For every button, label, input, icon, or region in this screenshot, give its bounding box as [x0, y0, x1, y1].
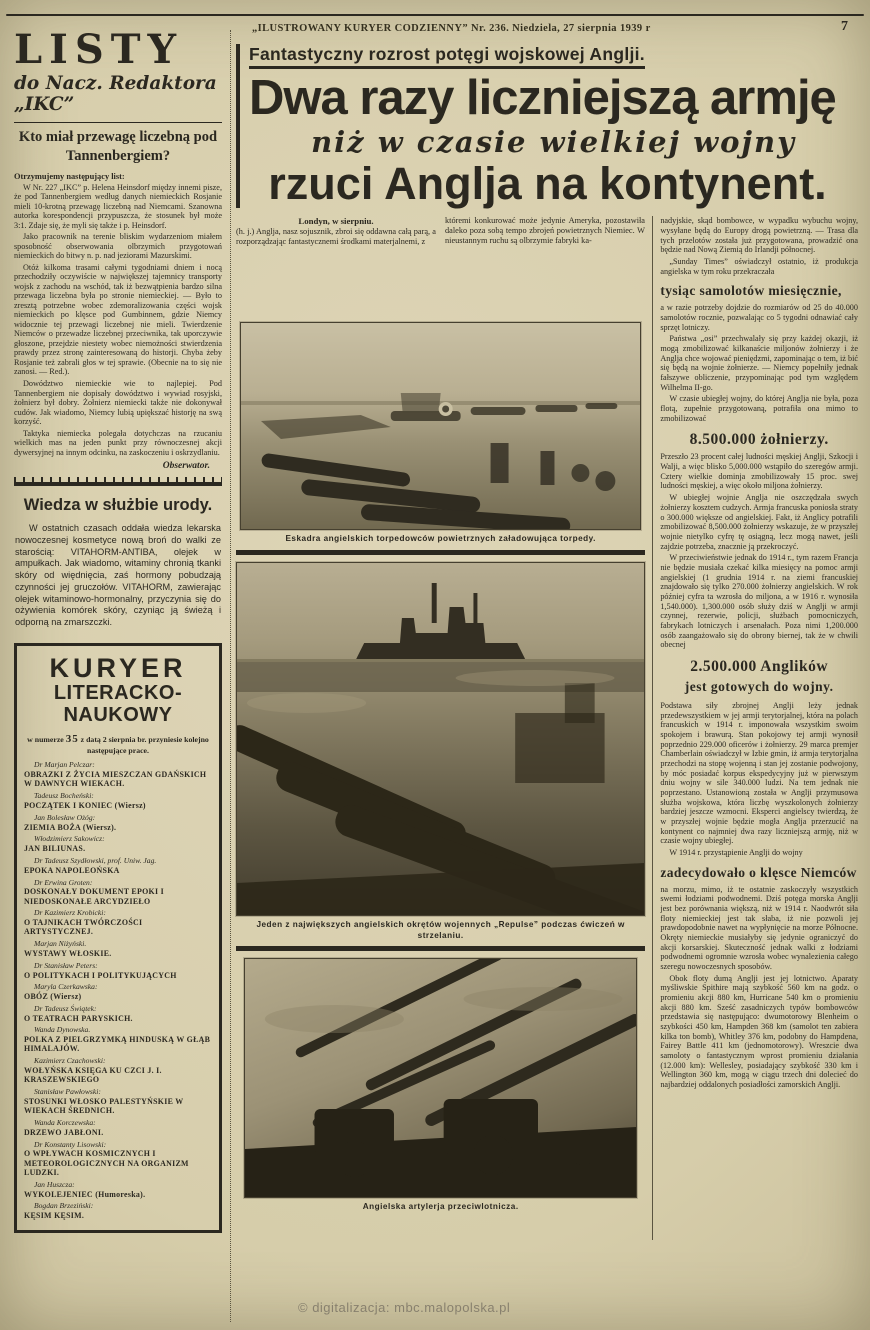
- list-item: Dr Stanisław Peters: O POLITYKACH I POLITYKUJĄCYCH: [24, 960, 177, 980]
- article-paragraph: a w razie potrzeby dojdzie do rozmiarów od 25 do 40.000 samolotów rocznie, pozwalając co 5 tygodni odnawiać cały sprzęt lotniczy.: [660, 303, 858, 332]
- section-rule: [236, 946, 645, 951]
- supplement-intro: w numerze 35 z datą 2 sierpnia br. przyniesie kolejno następujące prace.: [27, 733, 209, 756]
- section-rule: [236, 550, 645, 555]
- subheading: tysiąc samolotów miesięcznie,: [660, 283, 842, 299]
- letter-paragraph: Dowództwo niemieckie wie to najlepiej. Pod Tannenbergiem nie dopisały dowództwo i wywiad rosyjski, żołnierz był dobry. Żołnierz niemiecki także nie dokonywał cudów. Jak wiadomo, Niemcy lubią upiększać historję na swą korzyść.: [14, 379, 222, 427]
- list-item: Kazimierz Czachowski: WOŁYŃSKA KSIĘGA KU CZCI J. I. KRASZEWSKIEGO: [24, 1056, 162, 1085]
- torpedo-squadron-photo: [240, 322, 641, 530]
- list-item: Marjan Niżyński. WYSTAWY WŁOSKIE.: [24, 939, 112, 958]
- decorative-tick-bar: [14, 477, 222, 486]
- article-paragraph: W 1914 r. przystąpienie Anglji do wojny: [669, 847, 803, 857]
- beauty-article-body: W ostatnich czasach oddała wiedza lekarska nowoczesnej kosmetyce nową broń do walki ze starością: VITAHORM-ANTIBA, olejek w ampułkach. Jak wiadomo, witaminy chronią tkanki skóry od więdnięcia, zaś hormony pobudzają czynności jej gruczołów. VITAHORM, zawierając olejek witaminowo-hormonalny, przyczynia się do ożywienia komórek skóry, czyniąc ją świeżą i odporną na zmarszczki.: [15, 523, 221, 628]
- beauty-article-title: Wiedza w służbie urody.: [23, 496, 213, 515]
- figure-torpedo-squadron: [236, 322, 645, 545]
- digitization-watermark: © digitalizacja: mbc.malopolska.pl: [298, 1300, 511, 1315]
- divider-rule: [14, 122, 222, 123]
- list-item: Jan Huszcza: WYKOLEJENIEC (Humoreska).: [24, 1179, 146, 1199]
- letters-section-title: LISTY: [14, 26, 184, 73]
- intro-column-1: Londyn, w sierpniu. (h. j.) Anglja, nasz sojusznik, zbroi się oddawna całą parą, a rozporządzając fantastycznemi środkami materjalnemi, z: [236, 216, 436, 246]
- article-paragraph: Podstawa siły zbrojnej Anglji leży jednak przedewszystkiem w jej armji terytorjalnej, która na polach francuskich w 1914 r. imponowała wszystkim swoim spokojem i brawurą. Stan pokojowy tej armji wynosił poprzednio 229.000 oficerów i żołnierzy. 29 marca premjer Chamberlain oświadczył w Izbie gmin, iż armja terytorjalna przechodzi na stopę wojenną i stan jej zostanie podwojony, by móc posiadać korpus ekspedycyjny już w pierwszym dniu wojny w sile 340.000 ludzi. Na tem jednak nie poprzestano. Ustanowioną została w Anglji przymusowa służba wojskowa, która liczbę wyszkolonych żołnierzy bardziej jeszcze wzmocni. Eksperci angielscy twierdzą, że w przyszłej wojnie będzie mogła Anglja przerzucić na kontynent co najmniej dwa razy liczniejszą armję, niż w czasie wojny ubiegłej.: [660, 700, 858, 846]
- list-item: Dr Kazimierz Krobicki: O TAJNIKACH TWÓRCZOŚCI ARTYSTYCZNEJ.: [24, 908, 143, 937]
- artillery-photo: [244, 958, 637, 1198]
- photo-caption-3: Angielska artylerja przeciwlotnicza.: [362, 1202, 519, 1212]
- list-item: Wanda Dynowska. POLKA Z PIELGRZYMKĄ HINDUSKĄ W GŁĄB HIMALAJÓW.: [24, 1025, 211, 1054]
- headline-line2: niż w czasie wielkiej wojny: [311, 125, 796, 160]
- letter-paragraph: Jako pracownik na terenie bliskim wydarzeniom miałem sposobność obserwowania olbrzymich przygotowań niemieckich do bitwy n. p. nad jeziorami Mazurskimi.: [14, 232, 222, 261]
- issue-number: 35: [65, 733, 79, 746]
- subheading: jest gotowych do wojny.: [684, 678, 834, 694]
- article-header: [236, 44, 858, 208]
- article-paragraph: na morzu, mimo, iż te ostatnie zaskoczyły wszystkich swemi łodziami podwodnemi. Dziś potęga morska Anglji jest bez porównania większą, niż w 1914 r. Naodwrót siła floty niemieckiej jest tak słaba, iż nie pozwoli jej prawdopodobnie nawet na wypłynięcie na morze Północne. Okręty niemieckie musiałyby się jedynie ograniczyć do akcji korsarskiej. Skuteczność jednak walki z łodziami podwodnemi ogromnie wzrosła wobec wynalezienia całego szeregu nowoczesnych sposobów.: [660, 884, 858, 972]
- article-paragraph: Obok floty dumą Anglji jest jej lotnictwo. Aparaty myśliwskie Spithire mają szybkość 560 km na godz. o promieniu akcji 880 km, Hurricane 540 km o promieniu akcji 880 km. Sześć zasadniczych typów bombowców przedstawia się następująco: dwumotorowy Blenheim o szybkości 450 km, Hampden 368 km (samolot ten zabiera kilka ton bomb), Whitley 376 km, podobny do Hampdena, Fairey Battle 411 km (jednomotorowy). Wreszcie dwa samoloty o fantastycznym wprost promieniu działania (12.000 km): Wellesley, posiadający szybkość 330 km i Wellington 360 km, mogą w ciągu trzech dni dolecieć do najbardziej oddalonych posiadłości zamorskich Anglji.: [660, 973, 858, 1090]
- list-item: Stanisław Pawłowski: STOSUNKI WŁOSKO PALESTYŃSKIE W WIEKACH ŚREDNICH.: [24, 1087, 184, 1116]
- intro-columns: [236, 216, 645, 318]
- list-item: Włodzimierz Sakowicz: JAN BILIUNAS.: [24, 834, 105, 854]
- letter-intro: Otrzymujemy następujący list:: [14, 171, 125, 181]
- list-item: Jan Bolesław Ożóg: ZIEMIA BOŻA (Wiersz).: [24, 812, 117, 832]
- letter-paragraph: W Nr. 227 „IKC” p. Helena Heinsdorf między innemi pisze, że pod Tannenbergiem według danych niemieckich Rosjanie mieli 10-krotną przewagę liczebną nad Niemcami. Szanowna autorka korespondencji przypuszcza, że stosunek był może 3:1. Zdaje się, że myli się także i p. Heinsdorf.: [14, 182, 222, 230]
- letter-paragraph: Otóż kilkoma trasami całymi tygodniami dniem i nocą przechodziły oczywiście w największej tajemnicy transporty wojsk z zachodu na wschód, tak iż bezwątpienia bardzo silna przewaga liczebna była po stronie niemieckiej. — Było to zresztą potrzebne wobec zdemoralizowania części wojsk niemieckich po klęsce pod Gumbinnem, gdzie Niemcy widocznie tej przewagi liczebnej nie mieli. Twierdzenie Niemców o przewadze liczebnej przeciwnika, tak uporczywie głoszone, przejdzie niestety wobec niemożności stwierdzenia prawdy przez stronę zainteresowaną do historji. Chyba żeby Rosjanie też zabrali głos w tej sprawie. (Obecnie na to się nie zanosi. — Red.).: [14, 262, 222, 377]
- letters-column: [14, 26, 231, 1322]
- photo-caption-1: Eskadra angielskich torpedowców powietrznych załadowująca torpedy.: [285, 534, 596, 544]
- article-paragraph: „Sunday Times” oświadczył ostatnio, iż produkcja angielska w tym roku przekraczała: [660, 257, 858, 276]
- supplement-title-line1: KURYER: [49, 653, 187, 684]
- letter-paragraph: Taktyka niemiecka polegała dotychczas na rzucaniu wielkich mas na jeden punkt przy równoczesnej akcji dywersyjnej na innym odcinku, na zaskoczeniu i oskrzydlaniu.: [14, 428, 222, 457]
- main-article: [236, 44, 858, 1240]
- article-paragraph: W przeciwieństwie jednak do 1914 r., tym razem Francja nie będzie musiała czekać kilka miesięcy na pomoc armji angielskiej (1 grudnia 1914 r. na ziemi francuskiej znajdowało się tylko 270.000 żołnierzy angielskich. W rok później cyfra ta wzrosła do miljona, a w 1916 r. wynosiła 1,540.000). 1,300.000 osób służy dziś w Anglji w armji czynnej, rezerwie, policji, służbach pomocniczych, fabrykach lotniczych i arsenałach. Poza nimi 1,200.000 osób zaangażowało się do obrony biernej, tak że w chwili obecnej: [660, 553, 858, 650]
- airfield-illustration: [241, 323, 640, 529]
- figure-repulse-warship: [236, 562, 645, 941]
- intro-column-2: któremi konkurować może jedynie Ameryka, pozostawiła daleko poza sobą tempo zbrojeń powietrznych Niemiec. W nieustannym ruchu są olbrzymie fabryki ka-: [445, 216, 645, 246]
- subheading: 8.500.000 żołnierzy.: [689, 431, 829, 449]
- middle-columns: [236, 216, 645, 1240]
- list-item: Dr Tadeusz Szydłowski, prof. Uniw. Jag. EPOKA NAPOLEOŃSKA: [24, 855, 157, 875]
- dateline: Londyn, w sierpniu.: [298, 216, 374, 227]
- supplement-title-line2: LITERACKO-NAUKOWY: [53, 682, 183, 727]
- masthead: „ILUSTROWANY KURYER CODZIENNY” Nr. 236. Niedziela, 27 sierpnia 1939 r: [252, 23, 651, 34]
- article-paragraph: nadyjskie, skąd bombowce, w wypadku wybuchu wojny, wysyłane będą do Europy drogą powietrzną. — Trasa dla tych przelotów została już przygotowana, prowadzić ona będzie nad Nową Ziemią do Irlandji północnej.: [660, 216, 858, 255]
- list-item: Dr Erwina Groten: DOSKONAŁY DOKUMENT EPOKI I NIEDOSKONAŁE ARCYDZIEŁO: [24, 877, 164, 906]
- letter-heading: Kto miał przewagę liczebną pod Tannenbergiem?: [18, 129, 218, 164]
- literary-supplement-box: [14, 643, 222, 1233]
- subheading: 2.500.000 Anglików: [690, 657, 829, 675]
- photo-caption-2: Jeden z największych angielskich okrętów wojennych „Repulse” podczas ćwiczeń w strzelaniu.: [256, 920, 625, 940]
- article-paragraph: W czasie ubiegłej wojny, do której Anglja nie była, poza flotą, zupełnie przygotowaną, potrafiła ona mimo to zmobilizować: [660, 394, 858, 423]
- list-item: Dr Marjan Pelczar: OBRAZKI Z ŻYCIA MIESZCZAN GDAŃSKICH W DAWNYCH WIEKACH.: [24, 760, 207, 789]
- article-paragraph: Przeszło 23 procent całej ludności męskiej Anglji, Szkocji i Walji, a więc blisko 5,000.000 wstąpiło do szeregów armji. Cztery wielkie dominja zmobilizowały 15 proc. swej ludności męskiej, a więc około miljona żołnierzy.: [660, 452, 858, 491]
- warship-illustration: [237, 563, 644, 915]
- headline-line1: Dwa razy liczniejszą armję: [249, 71, 836, 125]
- subheading: zadecydowało o klęsce Niemców: [660, 864, 857, 880]
- list-item: Wanda Korczewska: DRZEWO JABŁONI.: [24, 1118, 104, 1137]
- article-body: [236, 216, 858, 1240]
- top-rule: [6, 14, 864, 16]
- letters-section-subtitle: do Nacz. Redaktora „IKC”: [14, 73, 217, 115]
- page-number: 7: [841, 19, 848, 34]
- article-paragraph: W ubiegłej wojnie Anglja nie oszczędzała swych żołnierzy kosztem cudzych. Armja francuska poniosła straty o 300.000 większe od angielskiej. Fakt, iż Anglicy potrafili zmobilizować 8,500.000 żołnierzy wskazuje, że w przyszłej wojnie nietylko cyfrę tę osiągną, lecz mogą nawet, jeśli zajdzie potrzeba, znacznie ją przekroczyć.: [660, 493, 858, 551]
- artillery-illustration: [245, 959, 636, 1197]
- letter-signature: Obserwator.: [162, 461, 210, 472]
- right-text-column: [652, 216, 858, 1240]
- list-item: Dr Konstanty Lisowski: O WPŁYWACH KOSMICZNYCH I METEOROLOGICZNYCH NA ORGANIZM LUDZKI.: [24, 1139, 189, 1177]
- article-kicker: Fantastyczny rozrost potęgi wojskowej Anglji.: [249, 44, 645, 69]
- article-paragraph: Państwa „osi” przechwalały się przy każdej okazji, iż mogą zmobilizować kilkanaście miljonów żołnierzy i że Anglja chce wojować pieniędzmi, zapominając o tem, iż bić się będą na wojnie żołnierze. — Niemcy popełniły jednak fałszywe obliczenie, przypominając pod tym względem Wilhelma II-go.: [660, 334, 858, 392]
- list-item: Dr Tadeusz Świątek: O TEATRACH PARYSKICH.: [24, 1003, 133, 1023]
- figure-aa-artillery: [236, 958, 645, 1213]
- list-item: Bogdan Brzeziński: KĘSIM KĘSIM.: [24, 1201, 94, 1221]
- list-item: Tadeusz Bocheński: POCZĄTEK I KONIEC (Wiersz): [24, 791, 146, 811]
- warship-photo: [236, 562, 645, 916]
- headline-line3: rzuci Anglja na kontynent.: [268, 157, 827, 209]
- list-item: Maryla Czerkawska: OBÓZ (Wiersz): [24, 982, 98, 1002]
